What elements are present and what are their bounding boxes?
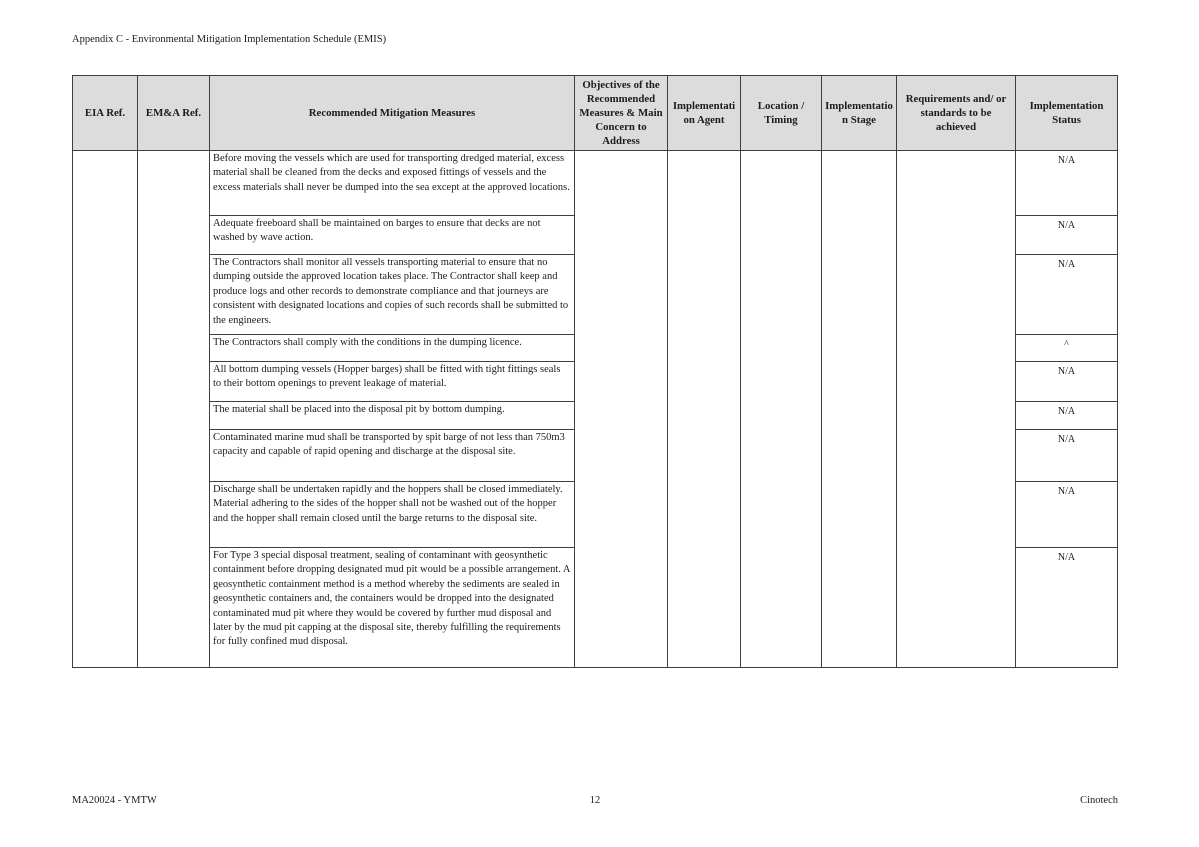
measure-cell: Adequate freeboard shall be maintained on barges to ensure that decks are not washed by wave action. — [210, 216, 575, 255]
appendix-title: Appendix C - Environmental Mitigation Implementation Schedule (EMIS) — [72, 34, 387, 45]
stage-body-cell — [822, 151, 897, 668]
measure-cell: The Contractors shall monitor all vessels transporting material to ensure that no dumping outside the approved location takes place. The Contractor shall keep and produce logs and other records to demonstrate compliance and that journeys are consistent with designated locations and copies of such records shall be submitted to the engineers. — [210, 255, 575, 335]
eia-ref-body-cell — [73, 151, 138, 668]
location-timing-body-cell — [741, 151, 822, 668]
status-cell: N/A — [1016, 482, 1118, 548]
col-header-objectives: Objectives of the Recommended Measures & Main Concern to Address — [575, 76, 668, 151]
status-cell: N/A — [1016, 402, 1118, 430]
status-cell: N/A — [1016, 255, 1118, 335]
emis-table — [72, 75, 1118, 668]
page-footer — [72, 794, 1118, 808]
col-header-eia-ref: EIA Ref. — [73, 76, 138, 151]
col-header-measures: Recommended Mitigation Measures — [210, 76, 575, 151]
footer-company-name: Cinotech — [1080, 795, 1118, 806]
measure-cell: Before moving the vessels which are used for transporting dredged material, excess material shall be cleaned from the decks and exposed fittings of vessels and the excess materials shall never be dumped into the sea except at the approved locations. — [210, 151, 575, 216]
status-cell: N/A — [1016, 362, 1118, 402]
measure-cell: Contaminated marine mud shall be transported by spit barge of not less than 750m3 capacity and capable of rapid opening and discharge at the disposal site. — [210, 430, 575, 482]
agent-body-cell — [668, 151, 741, 668]
footer-page-number: 12 — [589, 795, 601, 806]
status-cell: ^ — [1016, 335, 1118, 362]
col-header-agent: Implementation Agent — [668, 76, 741, 151]
requirements-body-cell — [897, 151, 1016, 668]
measure-cell: All bottom dumping vessels (Hopper barges) shall be fitted with tight fittings seals to their bottom openings to prevent leakage of material. — [210, 362, 575, 402]
col-header-location-timing: Location / Timing — [741, 76, 822, 151]
ema-ref-body-cell — [138, 151, 210, 668]
col-header-requirements: Requirements and/ or standards to be achieved — [897, 76, 1016, 151]
measure-cell: The material shall be placed into the disposal pit by bottom dumping. — [210, 402, 575, 430]
col-header-status: Implementation Status — [1016, 76, 1118, 151]
status-cell: N/A — [1016, 430, 1118, 482]
measure-cell: Discharge shall be undertaken rapidly and the hoppers shall be closed immediately. Material adhering to the sides of the hopper shall not be washed out of the hopper and the hopper shall remain closed until the barge returns to the disposal site. — [210, 482, 575, 548]
objectives-body-cell — [575, 151, 668, 668]
status-cell: N/A — [1016, 216, 1118, 255]
measure-cell: The Contractors shall comply with the conditions in the dumping licence. — [210, 335, 575, 362]
footer-project-code: MA20024 - YMTW — [72, 795, 157, 806]
measure-cell: For Type 3 special disposal treatment, sealing of contaminant with geosynthetic containment before dropping designated mud pit would be a possible arrangement. A geosynthetic containment method is a method whereby the sediments are sealed in geosynthetic containers and, the containers would be dropped into the designated contaminated mud pit where they would be covered by further mud disposal and later by the mud pit capping at the disposal site, thereby fulfilling the requirements for fully confined mud disposal. — [210, 548, 575, 668]
status-cell: N/A — [1016, 548, 1118, 668]
col-header-ema-ref: EM&A Ref. — [138, 76, 210, 151]
status-cell: N/A — [1016, 151, 1118, 216]
col-header-stage: Implementation Stage — [822, 76, 897, 151]
